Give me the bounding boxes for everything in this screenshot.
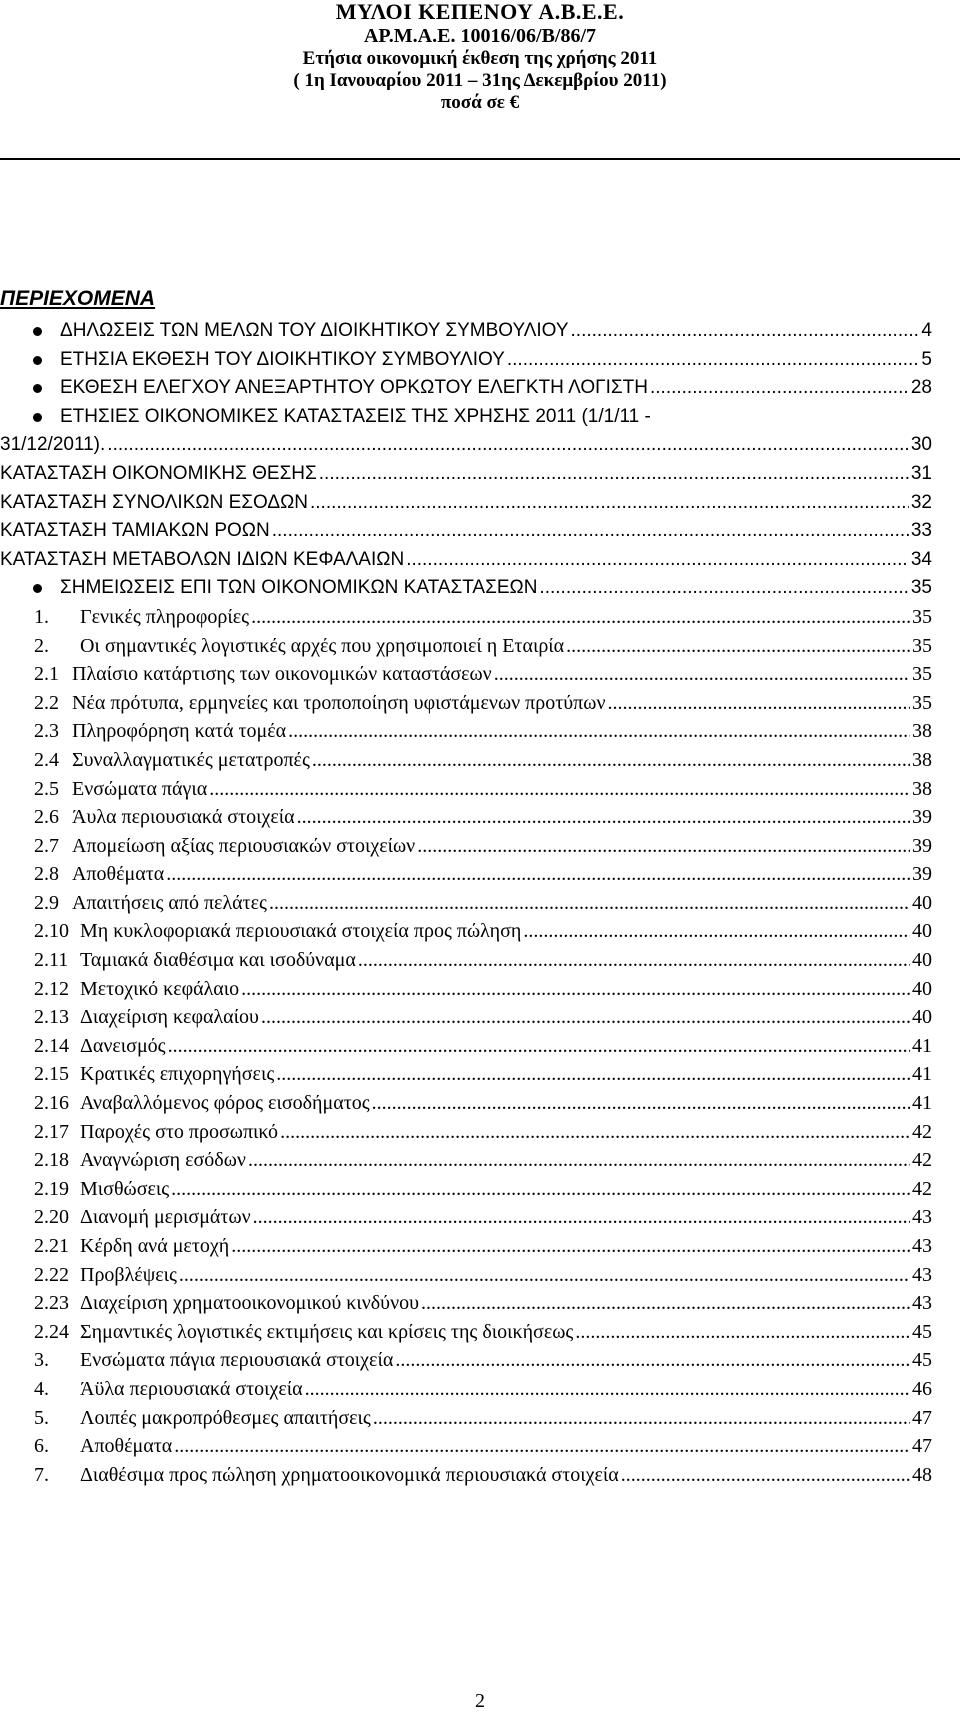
toc-entry[interactable]: [0, 1003, 932, 1032]
toc-entry-label: 5. Λοιπές μακροπρόθεσμες απαιτήσεις: [34, 1404, 371, 1433]
toc-entry-page: 47: [912, 1435, 932, 1458]
toc-entry-label: ΕΚΘΕΣΗ ΕΛΕΓΧΟΥ ΑΝΕΞΑΡΤΗΤΟΥ ΟΡΚΩΤΟΥ ΕΛΕΓΚΤΗ ΛΟΓΙΣΤΗ: [60, 377, 648, 399]
toc-entry-number: 2.5: [34, 777, 59, 800]
toc-entry-label: 2.11 Ταμιακά διαθέσιμα και ισοδύναμα: [34, 946, 356, 975]
toc-entry-page: 5: [921, 348, 932, 370]
document-header: [0, 0, 960, 114]
toc-entry[interactable]: [0, 1346, 932, 1375]
toc-entry[interactable]: [0, 346, 932, 375]
toc-entry-label: 2.22 Προβλέψεις: [34, 1261, 177, 1290]
toc-entry-page: 43: [912, 1292, 932, 1315]
toc-entry[interactable]: [0, 460, 932, 489]
toc-entry-label: 2.14 Δανεισμός: [34, 1032, 166, 1061]
toc-entry-page: 28: [910, 377, 932, 399]
toc-entry-number: 2.2: [34, 691, 59, 714]
dot-leader: [288, 717, 910, 746]
dot-leader: [231, 1232, 910, 1261]
toc-entry-page: 38: [912, 748, 932, 771]
toc-entry-label: 7. Διαθέσιμα προς πώληση χρηματοοικονομικά περιουσιακά στοιχεία: [34, 1461, 619, 1490]
toc-entry-label: 2.5 Ενσώματα πάγια: [34, 775, 207, 804]
toc-entry-number: 7.: [34, 1463, 49, 1486]
toc-entry-label: 2.9 Απαιτήσεις από πελάτες: [34, 889, 267, 918]
dot-leader: [608, 689, 911, 718]
toc-entry-label: 2.23 Διαχείριση χρηματοοικονομικού κινδύνου: [34, 1289, 419, 1318]
dot-leader: [261, 1003, 910, 1032]
toc-entry[interactable]: [0, 1404, 932, 1433]
dot-leader: [310, 489, 909, 518]
dot-leader: [417, 832, 910, 861]
toc-entry-label: ΚΑΤΑΣΤΑΣΗ ΜΕΤΑΒΟΛΩΝ ΙΔΙΩΝ ΚΕΦΑΛΑΙΩΝ: [0, 548, 405, 570]
toc-entry[interactable]: [0, 1461, 932, 1490]
toc-entry[interactable]: [0, 717, 932, 746]
toc-entry-label: 3. Ενσώματα πάγια περιουσιακά στοιχεία: [34, 1346, 393, 1375]
dot-leader: [319, 460, 909, 489]
bullet-icon: [33, 384, 42, 393]
toc-entry-number: 2.3: [34, 720, 59, 743]
dot-leader: [507, 346, 920, 375]
toc-entry-number: 2.19: [34, 1177, 69, 1200]
toc-entry-number: 2.11: [34, 949, 69, 972]
company-name: ΜΥΛΟΙ ΚΕΠΕΝΟΥ Α.Β.Ε.Ε.: [335, 0, 625, 24]
toc-entry-label: 2.4 Συναλλαγματικές μετατροπές: [34, 746, 310, 775]
toc-entry-page: 43: [912, 1235, 932, 1257]
toc-entry-number: 2.13: [34, 1006, 69, 1029]
toc-entry-label: ΣΗΜΕΙΩΣΕΙΣ ΕΠΙ ΤΩΝ ΟΙΚΟΝΟΜΙΚΩΝ ΚΑΤΑΣΤΑΣΕΩΝ: [60, 577, 538, 599]
toc-entry-number: 2.7: [34, 834, 59, 857]
toc-entry[interactable]: [0, 546, 932, 575]
toc-entry-number: 2.21: [34, 1235, 69, 1257]
toc-entry-number: 2.: [34, 634, 49, 657]
toc-entry-number: 5.: [34, 1406, 49, 1429]
toc-entry-label: 2.7 Απομείωση αξίας περιουσιακών στοιχείων: [34, 832, 415, 861]
toc-entry[interactable]: [0, 1261, 932, 1290]
toc-entry-page: 38: [912, 720, 932, 743]
bullet-icon: [33, 413, 42, 422]
toc-entry[interactable]: [0, 946, 932, 975]
toc-entry-page: 38: [912, 777, 932, 800]
toc-entry[interactable]: [0, 803, 932, 832]
toc-entry-number: 2.18: [34, 1149, 69, 1172]
toc-entry[interactable]: [0, 832, 932, 861]
table-of-contents: [0, 317, 932, 1489]
page-number: 2: [475, 1690, 485, 1712]
dot-leader: [171, 1175, 910, 1204]
toc-entry-number: 3.: [34, 1349, 49, 1372]
toc-entry[interactable]: [0, 889, 932, 918]
toc-entry[interactable]: [0, 975, 932, 1004]
toc-entry[interactable]: [0, 317, 932, 346]
dot-leader: [305, 1375, 910, 1404]
dot-leader: [650, 374, 909, 403]
toc-entry-page: 48: [912, 1463, 932, 1486]
toc-entry[interactable]: [0, 660, 932, 689]
toc-entry[interactable]: [0, 917, 932, 946]
toc-entry-label: 4. Άϋλα περιουσιακά στοιχεία: [34, 1375, 303, 1404]
dot-leader: [269, 889, 910, 918]
toc-entry-number: 2.6: [34, 806, 59, 829]
toc-entry[interactable]: [0, 374, 932, 403]
toc-entry-label: 2.1 Πλαίσιο κατάρτισης των οικονομικών καταστάσεων: [34, 660, 492, 689]
dot-leader: [174, 1432, 910, 1461]
toc-entry-label: 2.19 Μισθώσεις: [34, 1175, 169, 1204]
toc-entry-page: 40: [912, 949, 932, 972]
toc-entry-label: 6. Αποθέματα: [34, 1432, 172, 1461]
dot-leader: [276, 1060, 910, 1089]
toc-entry[interactable]: [0, 574, 932, 603]
dot-leader: [571, 317, 920, 346]
toc-entry-label: ΕΤΗΣΙΑ ΕΚΘΕΣΗ ΤΟΥ ΔΙΟΙΚΗΤΙΚΟΥ ΣΥΜΒΟΥΛΙΟΥ: [60, 348, 505, 370]
toc-entry-number: 2.12: [34, 977, 69, 1000]
toc-entry[interactable]: [0, 746, 932, 775]
toc-entry[interactable]: [0, 1146, 932, 1175]
toc-entry-page: 40: [912, 891, 932, 914]
toc-entry-page: 47: [912, 1406, 932, 1429]
toc-entry-page: 34: [910, 548, 932, 570]
toc-entry-page: 42: [912, 1149, 932, 1172]
toc-entry-page: 33: [910, 520, 932, 542]
toc-entry-number: 2.10: [34, 920, 69, 943]
dot-leader: [168, 1032, 910, 1061]
toc-entry-page: 40: [912, 1006, 932, 1029]
toc-entry-number: 2.8: [34, 863, 59, 886]
toc-entry[interactable]: [0, 1089, 932, 1118]
toc-entry[interactable]: [0, 517, 932, 546]
toc-entry-page: 4: [921, 320, 932, 341]
dot-leader: [272, 517, 909, 546]
toc-entry-label: ΕΤΗΣΙΕΣ ΟΙΚΟΝΟΜΙΚΕΣ ΚΑΤΑΣΤΑΣΕΙΣ ΤΗΣ ΧΡΗΣΗΣ 2011 (1/1/11 -: [60, 405, 651, 427]
toc-entry[interactable]: [0, 403, 932, 432]
toc-entry-label: ΚΑΤΑΣΤΑΣΗ ΤΑΜΙΑΚΩΝ ΡΟΩΝ: [0, 520, 270, 542]
toc-entry-page: 43: [912, 1263, 932, 1286]
toc-entry-page: 39: [912, 863, 932, 886]
toc-entry-label: ΚΑΤΑΣΤΑΣΗ ΣΥΝΟΛΙΚΩΝ ΕΣΟΔΩΝ: [0, 491, 308, 513]
dot-leader: [241, 975, 910, 1004]
toc-entry-label: 2.17 Παροχές στο προσωπικό: [34, 1118, 278, 1147]
dot-leader: [209, 775, 910, 804]
toc-entry-page: 39: [912, 806, 932, 829]
toc-entry-label: 2.18 Αναγνώριση εσόδων: [34, 1146, 246, 1175]
dot-leader: [166, 860, 910, 889]
toc-entry[interactable]: [0, 1060, 932, 1089]
dot-leader: [248, 1146, 910, 1175]
toc-entry-label: 2.24 Σημαντικές λογιστικές εκτιμήσεις και κρίσεις της διοικήσεως: [34, 1318, 573, 1347]
toc-entry-label: ΔΗΛΩΣΕΙΣ ΤΩΝ ΜΕΛΩΝ ΤΟΥ ΔΙΟΙΚΗΤΙΚΟΥ ΣΥΜΒΟΥΛΙΟΥ: [60, 320, 569, 341]
toc-entry-label: 2.16 Αναβαλλόμενος φόρος εισοδήματος: [34, 1089, 370, 1118]
report-period: ( 1η Ιανουαρίου 2011 – 31ης Δεκεμβρίου 2011): [293, 70, 667, 91]
dot-leader: [421, 1289, 910, 1318]
toc-entry-page: 41: [912, 1034, 932, 1057]
toc-entry-number: 4.: [34, 1377, 49, 1400]
toc-entry[interactable]: [0, 860, 932, 889]
toc-entry[interactable]: [0, 1175, 932, 1204]
toc-entry[interactable]: [0, 1289, 932, 1318]
toc-entry-page: 35: [912, 634, 932, 657]
toc-entry-page: 45: [912, 1320, 932, 1343]
toc-entry[interactable]: [0, 1203, 932, 1232]
registration-number: ΑΡ.Μ.Α.Ε. 10016/06/Β/86/7: [363, 25, 597, 47]
toc-entry[interactable]: [0, 1032, 932, 1061]
report-title: Ετήσια οικονομική έκθεση της χρήσης 2011: [302, 48, 658, 69]
toc-entry[interactable]: [0, 775, 932, 804]
toc-entry-number: 6.: [34, 1435, 49, 1458]
toc-entry[interactable]: [0, 689, 932, 718]
toc-entry-label: ΚΑΤΑΣΤΑΣΗ ΟΙΚΟΝΟΜΙΚΗΣ ΘΕΣΗΣ: [0, 462, 317, 484]
dot-leader: [523, 917, 910, 946]
header-divider: [0, 158, 960, 160]
dot-leader: [395, 1346, 910, 1375]
toc-entry[interactable]: [0, 632, 932, 661]
dot-leader: [107, 431, 909, 460]
toc-entry-number: 2.15: [34, 1063, 69, 1086]
toc-entry-number: 2.16: [34, 1092, 69, 1115]
toc-entry-label: 2.6 Άυλα περιουσιακά στοιχεία: [34, 803, 295, 832]
toc-entry-page: 42: [912, 1177, 932, 1200]
bullet-icon: [33, 356, 42, 365]
toc-entry-page: 35: [912, 663, 932, 686]
toc-entry-page: 40: [912, 977, 932, 1000]
toc-entry-number: 2.20: [34, 1206, 69, 1229]
dot-leader: [539, 574, 908, 603]
toc-entry-number: 2.14: [34, 1034, 69, 1057]
toc-entry-number: 1.: [34, 605, 49, 628]
toc-entry-page: 45: [912, 1349, 932, 1372]
toc-entry-label: 2.8 Αποθέματα: [34, 860, 164, 889]
toc-entry-number: 2.24: [34, 1320, 69, 1343]
toc-entry-number: 2.9: [34, 891, 59, 914]
bullet-icon: [33, 584, 42, 593]
toc-entry-page: 42: [912, 1120, 932, 1143]
dot-leader: [566, 632, 910, 661]
toc-entry[interactable]: [0, 1318, 932, 1347]
toc-entry-page: 41: [912, 1092, 932, 1115]
toc-entry-page: 35: [910, 577, 932, 599]
toc-entry-label: 2.10 Μη κυκλοφοριακά περιουσιακά στοιχεία προς πώληση: [34, 917, 521, 946]
toc-entry-page: 32: [910, 491, 932, 513]
toc-entry-number: 2.17: [34, 1120, 69, 1143]
toc-entry-label: 2.20 Διανομή μερισμάτων: [34, 1203, 251, 1232]
dot-leader: [358, 946, 910, 975]
toc-entry-page: 31: [910, 462, 932, 484]
toc-entry-page: 35: [912, 605, 932, 628]
toc-entry-label: 1. Γενικές πληροφορίες: [34, 603, 249, 632]
dot-leader: [312, 746, 910, 775]
toc-entry[interactable]: [0, 1118, 932, 1147]
dot-leader: [373, 1404, 910, 1433]
toc-title: ΠΕΡΙΕΧΟΜΕΝΑ: [0, 287, 156, 310]
toc-entry[interactable]: [0, 489, 932, 518]
toc-entry-label: 31/12/2011).: [0, 434, 106, 456]
toc-entry[interactable]: [0, 431, 932, 460]
toc-entry-number: 2.1: [34, 663, 59, 686]
toc-entry-page: 35: [912, 691, 932, 714]
toc-entry-page: 39: [912, 834, 932, 857]
dot-leader: [494, 660, 910, 689]
toc-entry-label: 2.13 Διαχείριση κεφαλαίου: [34, 1003, 259, 1032]
toc-entry-number: 2.4: [34, 748, 59, 771]
toc-entry-label: 2.3 Πληροφόρηση κατά τομέα: [34, 717, 286, 746]
dot-leader: [621, 1461, 910, 1490]
toc-entry-page: 46: [912, 1377, 932, 1400]
toc-entry-number: 2.23: [34, 1292, 69, 1315]
dot-leader: [251, 603, 910, 632]
currency-note: ποσά σε €: [440, 92, 520, 113]
toc-entry-page: 41: [912, 1063, 932, 1086]
toc-entry-label: 2.15 Κρατικές επιχορηγήσεις: [34, 1060, 274, 1089]
toc-entry[interactable]: [0, 1432, 932, 1461]
toc-entry-page: 43: [912, 1206, 932, 1229]
dot-leader: [179, 1261, 910, 1290]
dot-leader: [297, 803, 910, 832]
toc-entry-label: 2.21 Κέρδη ανά μετοχή: [34, 1232, 229, 1261]
toc-entry-page: 40: [912, 920, 932, 943]
dot-leader: [575, 1318, 910, 1347]
toc-entry-label: 2. Οι σημαντικές λογιστικές αρχές που χρησιμοποιεί η Εταιρία: [34, 632, 564, 661]
dot-leader: [406, 546, 909, 575]
toc-entry[interactable]: [0, 1375, 932, 1404]
toc-entry-label: 2.12 Μετοχικό κεφάλαιο: [34, 975, 239, 1004]
bullet-icon: [33, 327, 42, 336]
dot-leader: [372, 1089, 910, 1118]
toc-entry-page: 30: [910, 434, 932, 456]
toc-entry-number: 2.22: [34, 1263, 69, 1286]
toc-entry[interactable]: [0, 1232, 932, 1261]
toc-entry[interactable]: [0, 603, 932, 632]
dot-leader: [253, 1203, 910, 1232]
toc-entry-label: 2.2 Νέα πρότυπα, ερμηνείες και τροποποίηση υφιστάμενων προτύπων: [34, 689, 606, 718]
dot-leader: [280, 1118, 910, 1147]
